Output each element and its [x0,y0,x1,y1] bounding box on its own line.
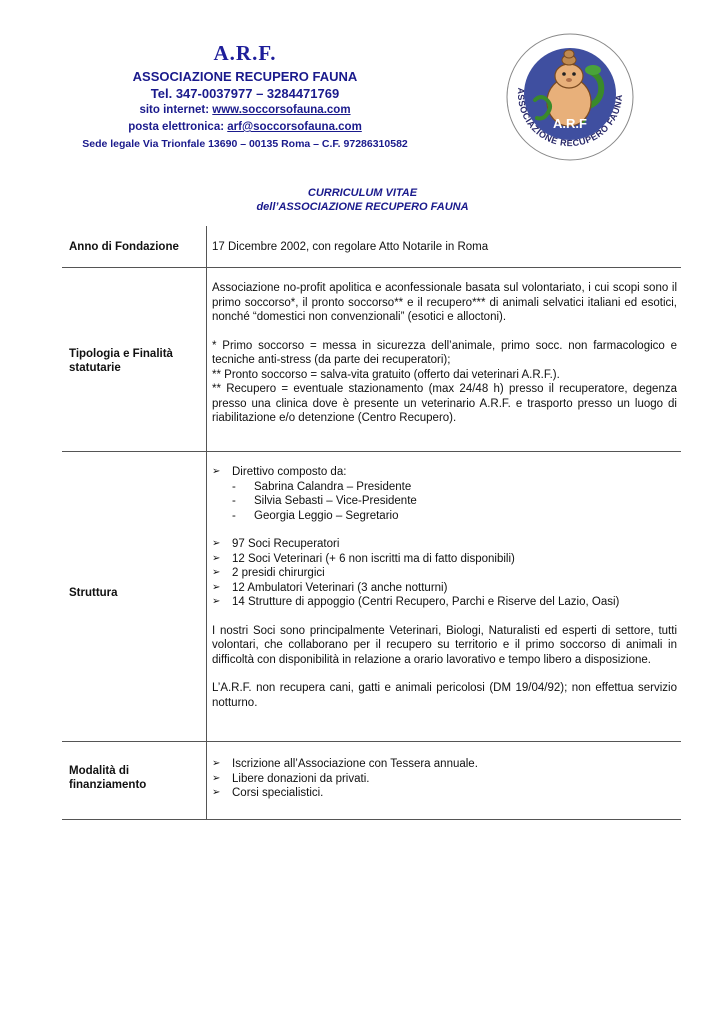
limitations-paragraph: L’A.R.F. non recupera cani, gatti e animali pericolosi (DM 19/04/92); non effettua servizio notturno. [212,682,677,709]
title-line-2: dell’ASSOCIAZIONE RECUPERO FAUNA [256,201,469,213]
soci-paragraph: I nostri Soci sono principalmente Veterinari, Biologi, Naturalisti ed esperti di settore, tutti volontari, che collaborano per il recupero su territorio e il primo soccorso di animali in difficoltà con disponibilità in relazione a orario lavorativo e tempo libero a disposizione. [212,624,677,666]
arrow-bullet-icon: ➢ [212,567,221,578]
list-item: ➢ Libere donazioni da privati. [212,772,370,785]
row-value-struttura [212,465,677,710]
row-value-finanziamento [212,757,677,801]
table-row-divider [62,819,681,820]
document-title [200,186,525,214]
row-label-fondazione: Anno di Fondazione [69,241,179,253]
logo-ring-text: ASSOCIAZIONE RECUPERO FAUNA [515,87,625,149]
title-line-1: CURRICULUM VITAE [307,187,418,199]
arrow-bullet-icon: ➢ [212,787,221,798]
org-acronym: A.R.F. [213,41,277,65]
list-item: ➢ Corsi specialistici. [212,787,324,799]
list-item: - Silvia Sebasti – Vice-Presidente [232,495,417,507]
arrow-bullet-icon: ➢ [212,772,221,784]
row-label-finanziamento: Modalità di finanziamento [69,765,147,791]
org-address: Sede legale Via Trionfale 13690 – 00135 Roma – C.F. 97286310582 [82,138,408,150]
arf-logo-icon [505,32,635,162]
row-label-tipologia: Tipologia e Finalità statutarie [69,348,173,374]
logo-text: A.R.F [553,116,587,131]
table-column-divider [206,226,207,819]
org-name: ASSOCIAZIONE RECUPERO FAUNA [132,69,358,84]
org-website [70,102,420,119]
pronto-soccorso-note: ** Pronto soccorso = salva-vita gratuito (offerto dai veterinari A.R.F.). [212,368,560,381]
table-row-divider [62,451,681,452]
arrow-bullet-icon: ➢ [212,552,221,564]
tipologia-paragraph: Associazione no-profit apolitica e aconfessionale basata sul volontariato, i cui scopi sono il primo soccorso*, il pronto soccorso** e il recupero*** di animali selvatici italiani ed esotici, nonché “domestici non convenzionali” (esotici e alloctoni). [212,282,677,323]
arrow-bullet-icon: ➢ [212,596,221,607]
email-label: posta elettronica: [128,121,228,133]
org-phone: Tel. 347-0037977 – 3284471769 [150,86,340,101]
row-value-tipologia [212,281,677,426]
row-value-fondazione: 17 Dicembre 2002, con regolare Atto Notarile in Roma [212,241,489,253]
recupero-note: ** Recupero = eventuale stazionamento (max 24/48 h) presso il recuperatore, degenza presso una clinica dove è presente un veterinario A.R.F. e trasporto presso un luogo di riabilitazione e/o detenzione (Centro Recupero). [212,383,677,424]
list-item: - Georgia Leggio – Segretario [232,509,399,522]
list-item: ➢ 97 Soci Recuperatori [212,538,340,550]
website-label: sito internet: [139,104,213,116]
table-row-divider [62,267,681,268]
list-item: ➢ 12 Ambulatori Veterinari (3 anche notturni) [212,581,448,594]
arrow-bullet-icon: ➢ [212,466,221,477]
arrow-bullet-icon: ➢ [212,758,221,769]
letterhead [70,42,420,153]
list-item: ➢ 12 Soci Veterinari (+ 6 non iscritti ma di fatto disponibili) [212,552,515,565]
website-link[interactable]: www.soccorsofauna.com [212,104,351,116]
list-item: - Sabrina Calandra – Presidente [232,480,412,493]
list-item: ➢ Direttivo composto da: [212,466,347,478]
list-item: ➢ 2 presidi chirurgici [212,567,325,579]
org-email [70,119,420,136]
email-link[interactable]: arf@soccorsofauna.com [227,121,362,133]
primo-soccorso-note: * Primo soccorso = messa in sicurezza dell’animale, primo socc. non farmacologico e tecniche anti-stress (da parte dei recuperatori); [212,339,677,366]
table-row-divider [62,741,681,742]
list-item: ➢ Iscrizione all’Associazione con Tessera annuale. [212,758,478,770]
list-item: ➢ 14 Strutture di appoggio (Centri Recupero, Parchi e Riserve del Lazio, Oasi) [212,596,620,608]
row-label-struttura: Struttura [69,587,118,599]
arrow-bullet-icon: ➢ [212,581,221,593]
arrow-bullet-icon: ➢ [212,538,221,549]
